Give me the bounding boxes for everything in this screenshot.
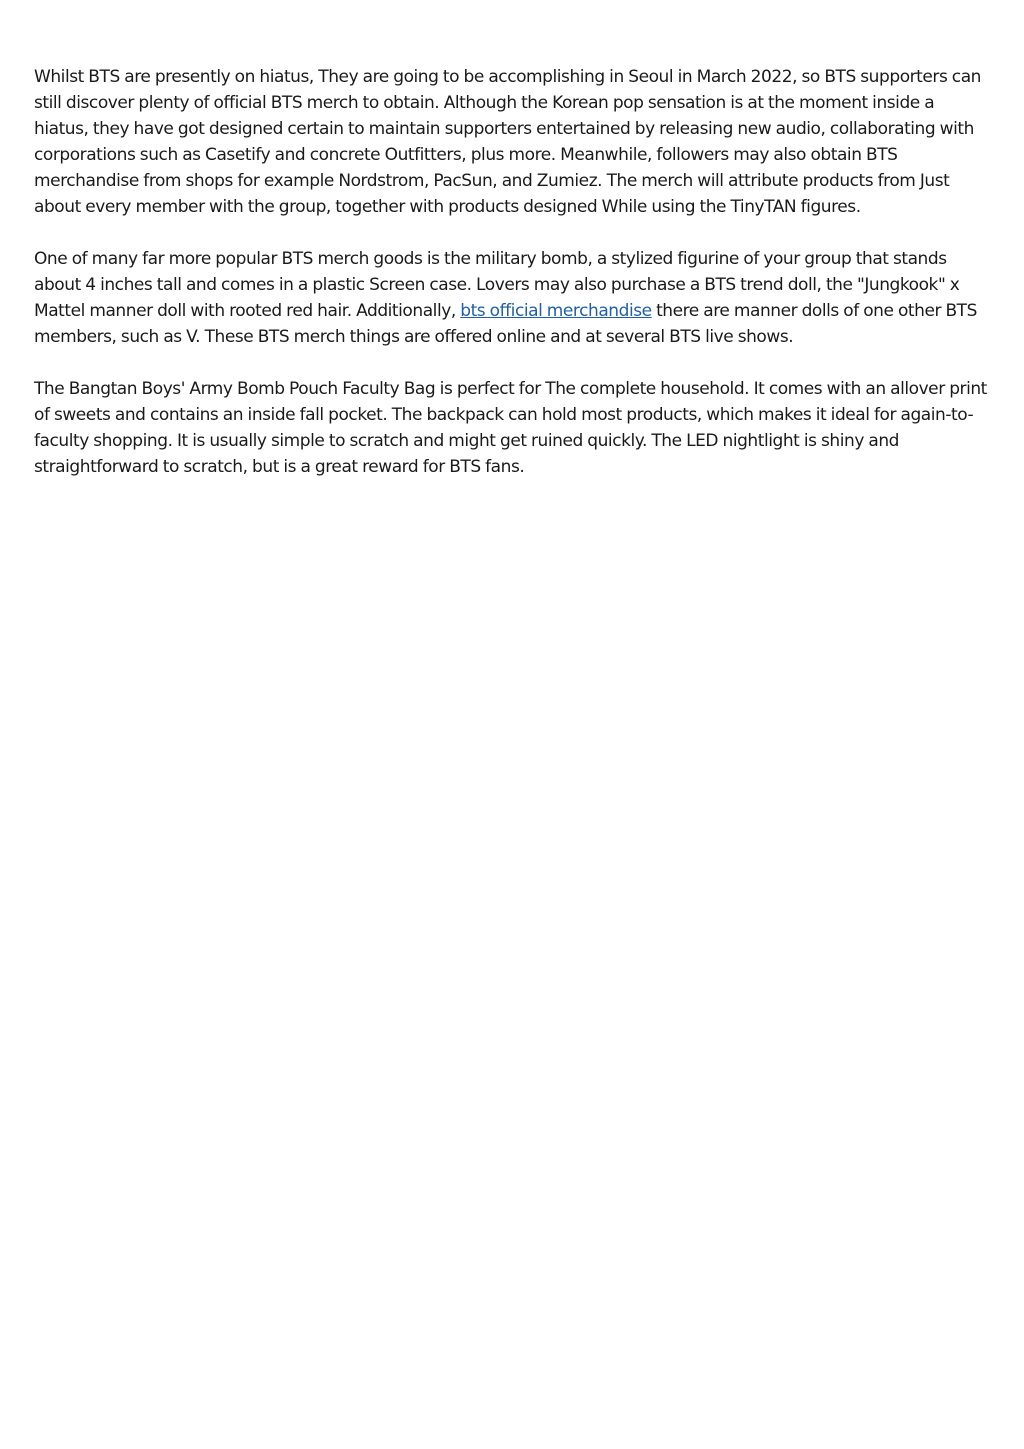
paragraph-3 (34, 376, 992, 480)
paragraph-1 (34, 64, 992, 220)
paragraph-1-text: Whilst BTS are presently on hiatus, They are going to be accomplishing in Seoul in March 2022, so BTS supporters can still discover plenty of official BTS merch to obtain. Although the Korean pop sensation is at the moment inside a hiatus, they have got designed certain to maintain supporters entertained by releasing new audio, collaborating with corporations such as Casetify and concrete Outfitters, plus more. Meanwhile, followers may also obtain BTS merchandise from shops for example Nordstrom, PacSun, and Zumiez. The merch will attribute products from Just about every member with the group, together with products designed While using the TinyTAN figures. (34, 67, 981, 217)
paragraph-3-text: The Bangtan Boys' Army Bomb Pouch Faculty Bag is perfect for The complete household. It comes with an allover print of sweets and contains an inside fall pocket. The backpack can hold most products, which makes it ideal for again-to-faculty shopping. It is usually simple to scratch and might get ruined quickly. The LED nightlight is shiny and straightforward to scratch, but is a great reward for BTS fans. (34, 379, 987, 477)
bts-official-merchandise-link[interactable]: bts official merchandise (460, 301, 652, 321)
paragraph-2-text-before-link: One of many far more popular BTS merch goods is the military bomb, a stylized figurine of your group that stands about 4 inches tall and comes in a plastic Screen case. Lovers may also purchase a BTS trend doll, the "Jungkook" x Mattel manner doll with rooted red hair. Additionally, (34, 249, 960, 321)
document-body (34, 64, 992, 506)
paragraph-2 (34, 246, 992, 350)
paragraph-2-text-after-link: there are manner dolls of one other BTS members, such as V. These BTS merch things are offered online and at several BTS live shows. (34, 301, 977, 347)
